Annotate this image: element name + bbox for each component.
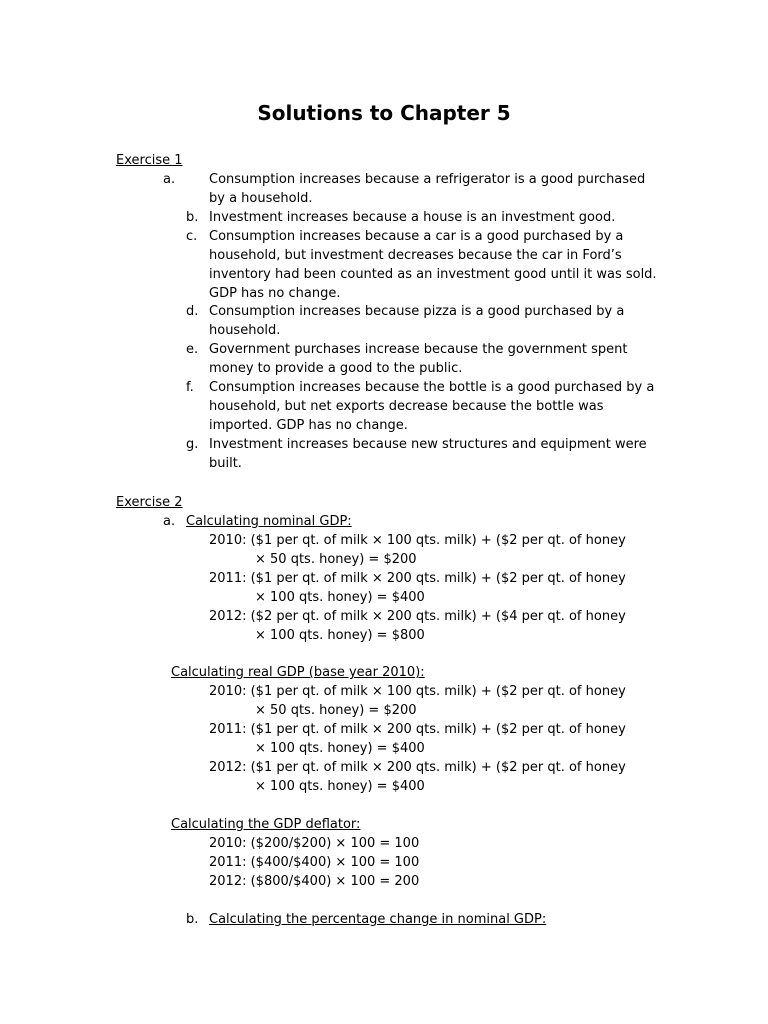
pct-change-heading: Calculating the percentage change in nominal GDP: xyxy=(209,912,547,927)
nominal-gdp-heading: Calculating nominal GDP: xyxy=(186,514,352,529)
list-text: Investment increases because a house is an investment good. xyxy=(209,210,616,225)
list-text: Consumption increases because a car is a good purchased by a household, but investment decreases because the car in Ford’s inventory had been counted as an investment good until it was sold. GDP has no change. xyxy=(209,229,657,301)
calc-line: 2010: ($200/$200) × 100 = 100 xyxy=(209,836,420,851)
calc-line: 2010: ($1 per qt. of milk × 100 qts. milk) + ($2 per qt. of honey × 50 qts. honey) = $200 xyxy=(209,684,626,718)
calc-line: 2010: ($1 per qt. of milk × 100 qts. milk) + ($2 per qt. of honey × 50 qts. honey) = $200 xyxy=(209,533,626,567)
list-marker: f. xyxy=(186,380,194,395)
calc-line: 2011: ($1 per qt. of milk × 200 qts. milk) + ($2 per qt. of honey × 100 qts. honey) = $400 xyxy=(209,571,626,605)
list-text: Investment increases because new structures and equipment were built. xyxy=(209,437,647,471)
calc-line: 2012: ($2 per qt. of milk × 200 qts. milk) + ($4 per qt. of honey × 100 qts. honey) = $800 xyxy=(209,609,626,643)
page-title: Solutions to Chapter 5 xyxy=(257,101,511,125)
list-marker: b. xyxy=(186,210,199,225)
list-text: Consumption increases because a refrigerator is a good purchased by a household. xyxy=(209,172,646,206)
calc-line: 2012: ($800/$400) × 100 = 200 xyxy=(209,874,420,889)
list-marker: c. xyxy=(186,229,198,244)
list-text: Government purchases increase because the government spent money to provide a good to the public. xyxy=(209,342,628,376)
list-marker: e. xyxy=(186,342,199,357)
calc-line: 2012: ($1 per qt. of milk × 200 qts. milk) + ($2 per qt. of honey × 100 qts. honey) = $400 xyxy=(209,760,626,794)
exercise-1-heading: Exercise 1 xyxy=(116,153,183,168)
list-marker: b. xyxy=(186,912,199,927)
list-marker: g. xyxy=(186,437,199,452)
exercise-2-heading: Exercise 2 xyxy=(116,495,183,510)
calc-line: 2011: ($400/$400) × 100 = 100 xyxy=(209,855,420,870)
list-marker: d. xyxy=(186,304,199,319)
list-text: Consumption increases because pizza is a good purchased by a household. xyxy=(209,304,625,338)
gdp-deflator-heading: Calculating the GDP deflator: xyxy=(171,817,361,832)
calc-line: 2011: ($1 per qt. of milk × 200 qts. milk) + ($2 per qt. of honey × 100 qts. honey) = $400 xyxy=(209,722,626,756)
real-gdp-heading: Calculating real GDP (base year 2010): xyxy=(171,665,425,680)
list-text: Consumption increases because the bottle is a good purchased by a household, but net exports decrease because the bottle was imported. GDP has no change. xyxy=(209,380,655,433)
list-marker: a. xyxy=(163,514,176,529)
list-marker: a. xyxy=(163,172,176,187)
